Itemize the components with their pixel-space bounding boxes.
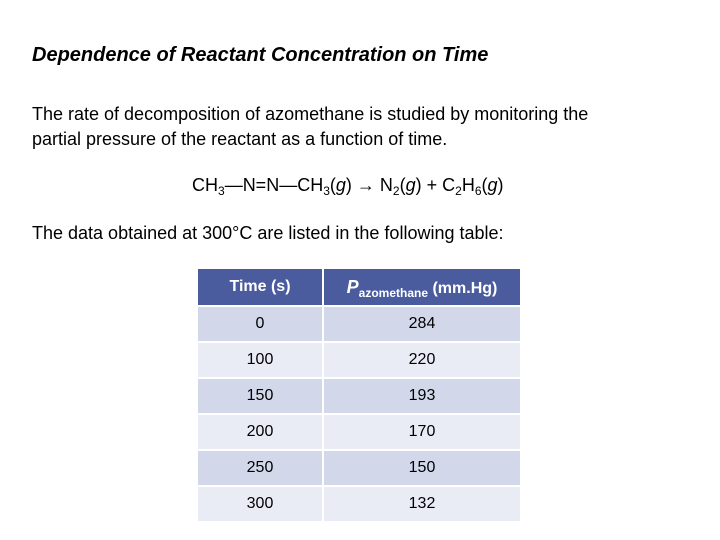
table-row bbox=[198, 342, 520, 378]
cell-time: 150 bbox=[198, 378, 323, 414]
eq-part: ) → N bbox=[345, 175, 393, 195]
table-row bbox=[198, 378, 520, 414]
cell-time: 250 bbox=[198, 450, 323, 486]
cell-pressure: 170 bbox=[323, 414, 520, 450]
cell-pressure: 132 bbox=[323, 486, 520, 522]
eq-part: ) bbox=[497, 175, 504, 195]
data-table bbox=[198, 269, 520, 523]
eq-subscript: 2 bbox=[392, 184, 400, 198]
cell-pressure: 150 bbox=[323, 450, 520, 486]
cell-time: 100 bbox=[198, 342, 323, 378]
intro-line-1: The rate of decomposition of azomethane is studied by monitoring the bbox=[32, 104, 589, 124]
cell-pressure: 193 bbox=[323, 378, 520, 414]
cell-time: 200 bbox=[198, 414, 323, 450]
eq-subscript: 6 bbox=[474, 184, 482, 198]
table-row bbox=[198, 486, 520, 522]
header-p-unit: (mm.Hg) bbox=[432, 279, 498, 297]
cell-time: 300 bbox=[198, 486, 323, 522]
eq-state: g bbox=[405, 175, 416, 195]
table-intro-text: The data obtained at 300°C are listed in the following table: bbox=[32, 223, 504, 243]
eq-subscript: 3 bbox=[323, 184, 330, 198]
eq-part: —N=N—CH bbox=[224, 175, 324, 195]
eq-part: CH bbox=[192, 175, 218, 195]
eq-state: g bbox=[487, 175, 498, 195]
intro-line-2: partial pressure of the reactant as a function of time. bbox=[32, 129, 448, 149]
table-header-row bbox=[198, 269, 520, 306]
eq-part: ( bbox=[329, 175, 336, 195]
eq-part: ) + C bbox=[415, 175, 456, 195]
eq-part: ( bbox=[481, 175, 488, 195]
eq-subscript: 3 bbox=[218, 184, 225, 198]
table-row bbox=[198, 306, 520, 342]
header-p-subscript: azomethane bbox=[358, 285, 429, 300]
eq-part: ( bbox=[399, 175, 406, 195]
table-row bbox=[198, 414, 520, 450]
chemical-equation bbox=[192, 175, 504, 196]
cell-time: 0 bbox=[198, 306, 323, 342]
cell-pressure: 284 bbox=[323, 306, 520, 342]
slide-title: Dependence of Reactant Concentration on Time bbox=[32, 44, 489, 66]
cell-pressure: 220 bbox=[323, 342, 520, 378]
header-time: Time (s) bbox=[198, 269, 323, 306]
header-p-symbol: P bbox=[346, 276, 359, 297]
eq-subscript: 2 bbox=[455, 184, 462, 198]
table-row bbox=[198, 450, 520, 486]
intro-paragraph bbox=[32, 102, 588, 152]
eq-part: H bbox=[461, 175, 475, 195]
header-pressure bbox=[323, 269, 520, 306]
eq-state: g bbox=[335, 175, 346, 195]
